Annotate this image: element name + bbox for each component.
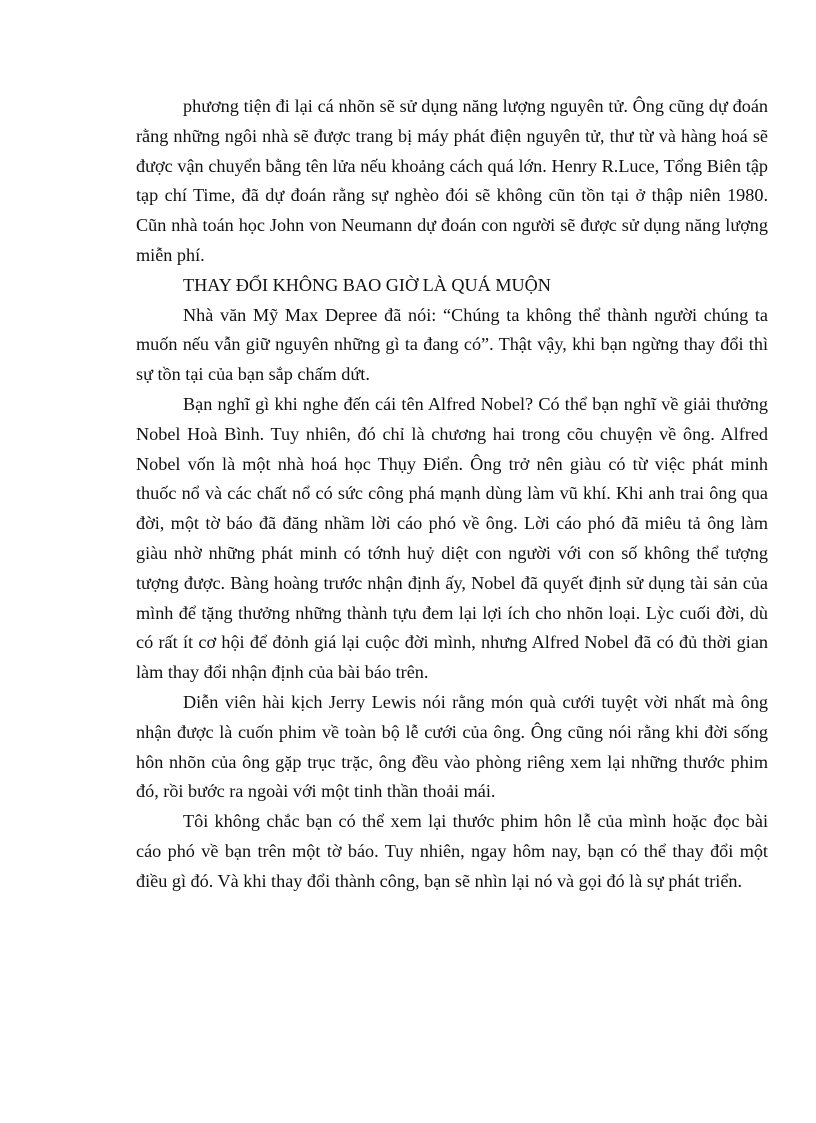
document-body — [136, 92, 768, 897]
paragraph-continuation: phương tiện đi lại cá nhõn sẽ sử dụng năng lượng nguyên tử. Ông cũng dự đoán rằng những ngôi nhà sẽ được trang bị máy phát điện nguyên tử, thư từ và hàng hoá sẽ được vận chuyển bằng tên lửa nếu khoảng cách quá lớn. Henry R.Luce, Tổng Biên tập tạp chí Time, đã dự đoán rằng sự nghèo đói sẽ không cũn tồn tại ở thập niên 1980. Cũn nhà toán học John von Neumann dự đoán con người sẽ được sử dụng năng lượng miễn phí. — [136, 96, 768, 265]
paragraph-max-depree-quote: Nhà văn Mỹ Max Depree đã nói: “Chúng ta không thể thành người chúng ta muốn nếu vẫn giữ nguyên những gì ta đang có”. Thật vậy, khi bạn ngừng thay đổi thì sự tồn tại của bạn sắp chấm dứt. — [136, 304, 768, 385]
paragraph-conclusion: Tôi không chắc bạn có thể xem lại thước phim hôn lễ của mình hoặc đọc bài cáo phó về bạn trên một tờ báo. Tuy nhiên, ngay hôm nay, bạn có thể thay đổi một điều gì đó. Và khi thay đổi thành công, bạn sẽ nhìn lại nó và gọi đó là sự phát triển. — [136, 811, 768, 891]
paragraph-alfred-nobel: Bạn nghĩ gì khi nghe đến cái tên Alfred Nobel? Có thể bạn nghĩ về giải thưởng Nobel Hoà Bình. Tuy nhiên, đó chỉ là chương hai trong cõu chuyện về ông. Alfred Nobel vốn là một nhà hoá học Thụy Điển. Ông trở nên giàu có từ việc phát minh thuốc nổ và các chất nổ có sức công phá mạnh dùng làm vũ khí. Khi anh trai ông qua đời, một tờ báo đã đăng nhầm lời cáo phó về ông. Lời cáo phó đã miêu tả ông làm giàu nhờ những phát minh có tớnh huỷ diệt con người với con số không thể tượng tượng được. Bàng hoàng trước nhận định ấy, Nobel đã quyết định sử dụng tài sản của mình để tặng thưởng những thành tựu đem lại lợi ích cho nhõn loại. Lỳc cuối đời, dù có rất ít cơ hội để đỏnh giá lại cuộc đời mình, nhưng Alfred Nobel đã có đủ thời gian làm thay đổi nhận định của bài báo trên. — [136, 393, 768, 683]
paragraph-jerry-lewis: Diễn viên hài kịch Jerry Lewis nói rằng món quà cưới tuyệt vời nhất mà ông nhận được là cuốn phim về toàn bộ lễ cưới của ông. Ông cũng nói rằng khi đời sống hôn nhõn của ông gặp trục trặc, ông đều vào phòng riêng xem lại những thước phim đó, rồi bước ra ngoài với một tinh thần thoải mái. — [136, 691, 768, 802]
section-heading: THAY ĐỔI KHÔNG BAO GIỜ LÀ QUÁ MUỘN — [183, 274, 551, 295]
